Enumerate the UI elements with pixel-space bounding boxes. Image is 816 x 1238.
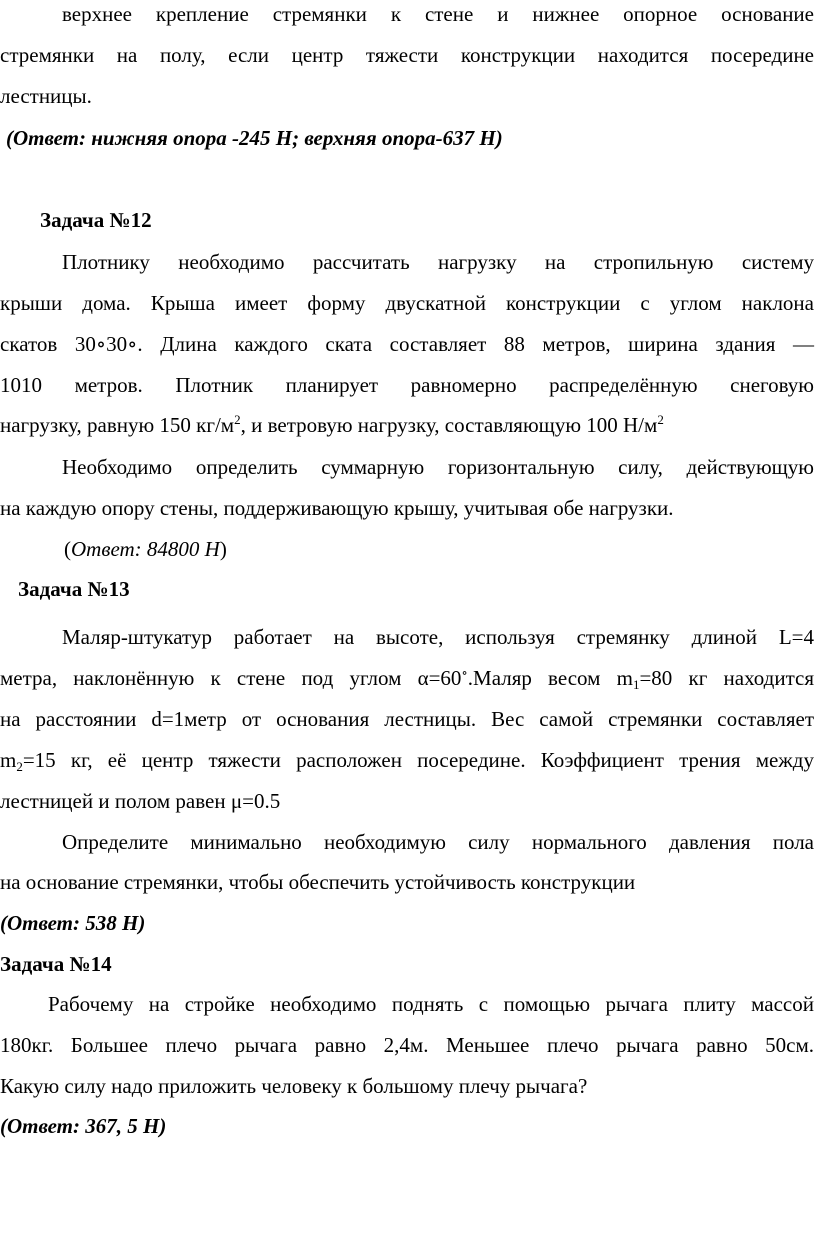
intro-line-1: верхнее крепление стремянки к стене и нижнее опорное основание [62,2,814,26]
task-13-heading: Задача №13 [18,577,130,601]
task-13-line-4-text-a: m [0,748,17,772]
task-13-line-7: на основание стремянки, чтобы обеспечить устойчивость конструкции [0,870,636,894]
task-13-line-5: лестницей и полом равен μ=0.5 [0,789,281,813]
task-13-line-3: на расстоянии d=1метр от основания лестницы. Вес самой стремянки составляет [0,707,814,731]
task-12-line-5-text-a: нагрузку, равную 150 кг/м [0,413,235,437]
degree-sign: ∘ [461,665,468,680]
task-13-line-4-text-b: =15 кг, её центр тяжести расположен посередине. Коэффициент трения между [22,748,814,772]
superscript: 2 [234,412,241,427]
task-12-line-5-text-b: , и ветровую нагрузку, составляющую 100 Н/м [240,413,658,437]
task-12-line-7: на каждую опору стены, поддерживающую крышу, учитывая обе нагрузки. [0,496,674,520]
task-12-line-1: Плотнику необходимо рассчитать нагрузку на стропильную систему [62,250,814,274]
task-12-answer [64,529,816,569]
task-12-line-2: крыши дома. Крыша имеет форму двускатной конструкции с углом наклона [0,291,814,315]
task-13-line-2 [0,658,814,698]
task-14-heading: Задача №14 [0,952,112,976]
answer-paren-close: ) [219,537,227,561]
subscript: 1 [632,677,640,692]
subscript: 2 [16,759,23,774]
superscript: 2 [657,412,664,427]
task-13-line-2-text-b: .Маляр весом m [467,666,633,690]
answer-text: Ответ: 84800 Н [71,537,220,561]
task-14-answer: (Ответ: 367, 5 Н) [0,1114,167,1138]
task-12-line-5 [0,405,814,445]
intro-answer: (Ответ: нижняя опора -245 Н; верхняя опора-637 Н) [6,126,503,150]
task-12-line-6: Необходимо определить суммарную горизонтальную силу, действующую [62,455,814,479]
intro-line-3: лестницы. [0,84,92,108]
task-14-line-1: Рабочему на стройке необходимо поднять с помощью рычага плиту массой [48,992,814,1016]
intro-line-2: стремянки на полу, если центр тяжести конструкции находится посередине [0,43,814,67]
task-13-line-6: Определите минимально необходимую силу нормального давления пола [62,830,814,854]
answer-paren-open: ( [64,537,71,561]
task-14-line-3: Какую силу надо приложить человеку к большому плечу рычага? [0,1074,588,1098]
task-14-line-2: 180кг. Большее плечо рычага равно 2,4м. Меньшее плечо рычага равно 50см. [0,1033,814,1057]
task-12-line-3: скатов 30∘30∘. Длина каждого ската составляет 88 метров, ширина здания — [0,332,814,356]
task-12-heading: Задача №12 [40,208,152,232]
task-13-answer: (Ответ: 538 Н) [0,911,146,935]
task-13-line-4 [0,740,814,780]
task-13-line-2-text-a: метра, наклонённую к стене под углом α=60 [0,666,462,690]
task-13-line-2-text-c: =80 кг находится [639,666,814,690]
task-13-line-1: Маляр-штукатур работает на высоте, используя стремянку длиной L=4 [62,625,814,649]
task-12-line-4: 1010 метров. Плотник планирует равномерно распределённую снеговую [0,373,814,397]
